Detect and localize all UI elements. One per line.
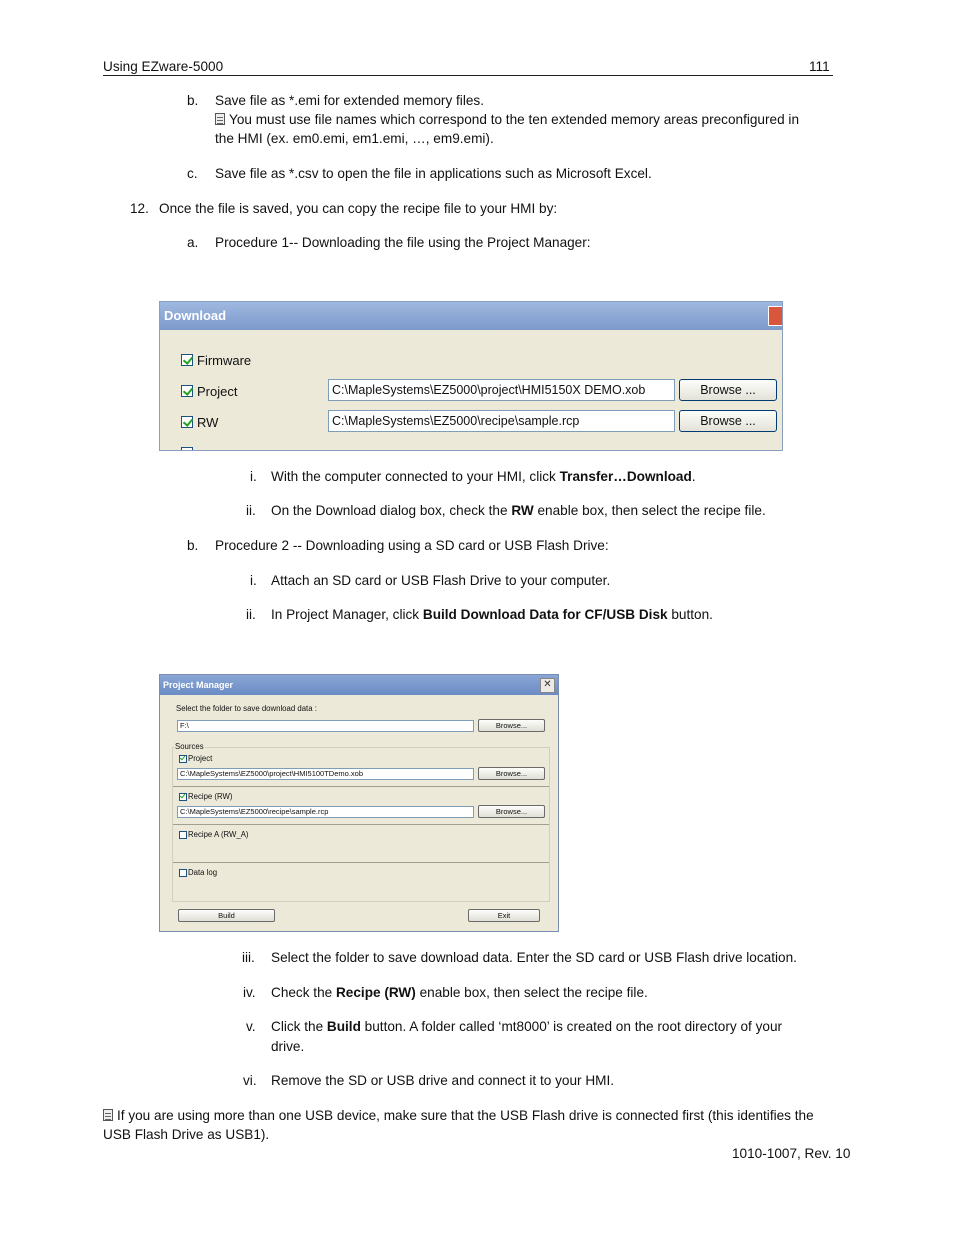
data-log-checkbox[interactable] — [179, 869, 187, 877]
footer-note: If you are using more than one USB device, make sure that the USB Flash drive is connected first (this identifies the — [103, 1106, 814, 1125]
list-item-continued: drive. — [271, 1039, 305, 1054]
note-icon — [215, 113, 225, 125]
list-marker: ii. — [246, 503, 256, 518]
project-manager-dialog — [159, 674, 559, 932]
page-number: 111 — [809, 59, 830, 74]
project-path-input[interactable]: C:\MapleSystems\EZ5000\project\HMI5100TDemo.xob — [177, 768, 474, 780]
list-marker: ii. — [246, 607, 256, 622]
close-icon[interactable] — [768, 306, 783, 326]
folder-input[interactable]: F:\ — [177, 720, 474, 732]
project-browse-button[interactable]: Browse ... — [679, 379, 777, 401]
dialog-title: Project Manager — [160, 675, 558, 695]
firmware-checkbox[interactable] — [181, 354, 193, 366]
list-marker: b. — [187, 93, 199, 108]
header-rule — [103, 75, 833, 76]
recipe-rw-path-input[interactable]: C:\MapleSystems\EZ5000\recipe\sample.rcp — [177, 806, 474, 818]
note-line-continued: the HMI (ex. em0.emi, em1.emi, …, em9.emi). — [215, 131, 494, 146]
rw-browse-button[interactable]: Browse ... — [679, 410, 777, 432]
project-label: Project — [197, 384, 238, 399]
footer-note-continued: USB Flash Drive as USB1). — [103, 1127, 270, 1142]
list-item: In Project Manager, click Build Download Data for CF/USB Disk button. — [271, 607, 713, 622]
download-dialog — [159, 301, 783, 451]
list-marker: c. — [187, 166, 198, 181]
rw-checkbox[interactable] — [181, 416, 193, 428]
folder-prompt: Select the folder to save download data : — [176, 704, 317, 713]
list-marker: vi. — [243, 1073, 257, 1088]
running-header: Using EZware-5000 — [103, 59, 224, 74]
sources-label: Sources — [175, 742, 204, 751]
recipe-a-checkbox[interactable] — [179, 831, 187, 839]
data-log-label: Data log — [188, 868, 218, 877]
list-item: Check the Recipe (RW) enable box, then select the recipe file. — [271, 985, 648, 1000]
list-item: Click the Build button. A folder called ‘mt8000’ is created on the root directory of your — [271, 1019, 783, 1034]
separator — [173, 862, 549, 863]
list-item: Procedure 2 -- Downloading using a SD card or USB Flash Drive: — [215, 538, 609, 553]
rw-path-input[interactable]: C:\MapleSystems\EZ5000\recipe\sample.rcp — [328, 410, 675, 432]
list-item: Select the folder to save download data. Enter the SD card or USB Flash drive location. — [271, 950, 797, 965]
build-button[interactable]: Build — [178, 909, 275, 922]
list-marker: b. — [187, 538, 199, 553]
exit-button[interactable]: Exit — [468, 909, 540, 922]
list-item: Procedure 1-- Downloading the file using the Project Manager: — [215, 235, 591, 250]
firmware-label: Firmware — [197, 353, 252, 368]
list-item: Save file as *.csv to open the file in applications such as Microsoft Excel. — [215, 166, 652, 181]
list-marker: iv. — [243, 985, 256, 1000]
project-checkbox[interactable] — [179, 755, 187, 763]
rw-label: RW — [197, 415, 219, 430]
recipe-rw-browse-button[interactable]: Browse... — [478, 805, 545, 818]
separator — [173, 786, 549, 787]
list-marker: v. — [246, 1019, 256, 1034]
recipe-a-label: Recipe A (RW_A) — [188, 830, 249, 839]
project-path-input[interactable]: C:\MapleSystems\EZ5000\project\HMI5150X DEMO.xob — [328, 379, 675, 401]
list-item: Once the file is saved, you can copy the recipe file to your HMI by: — [159, 201, 558, 216]
list-marker: iii. — [242, 950, 255, 965]
list-item: On the Download dialog box, check the RW enable box, then select the recipe file. — [271, 503, 766, 518]
note-line: You must use file names which correspond to the ten extended memory areas preconfigured in — [215, 110, 799, 129]
recipe-rw-label: Recipe (RW) — [188, 792, 233, 801]
list-item: With the computer connected to your HMI, click Transfer…Download. — [271, 469, 696, 484]
list-item: Attach an SD card or USB Flash Drive to your computer. — [271, 573, 611, 588]
folder-browse-button[interactable]: Browse... — [478, 719, 545, 732]
next-checkbox[interactable] — [181, 447, 193, 451]
project-label: Project — [188, 754, 213, 763]
list-marker: i. — [250, 573, 257, 588]
project-checkbox[interactable] — [181, 385, 193, 397]
close-icon[interactable]: ✕ — [540, 678, 555, 693]
list-item: Save file as *.emi for extended memory files. — [215, 93, 484, 108]
dialog-title: Download — [160, 302, 782, 330]
list-item: Remove the SD or USB drive and connect it to your HMI. — [271, 1073, 615, 1088]
project-browse-button[interactable]: Browse... — [478, 767, 545, 780]
list-marker: i. — [250, 469, 257, 484]
note-icon — [103, 1109, 113, 1121]
list-marker: 12. — [130, 201, 149, 216]
recipe-rw-checkbox[interactable] — [179, 793, 187, 801]
separator — [173, 824, 549, 825]
list-marker: a. — [187, 235, 199, 250]
document-number: 1010-1007, Rev. 10 — [732, 1146, 851, 1161]
